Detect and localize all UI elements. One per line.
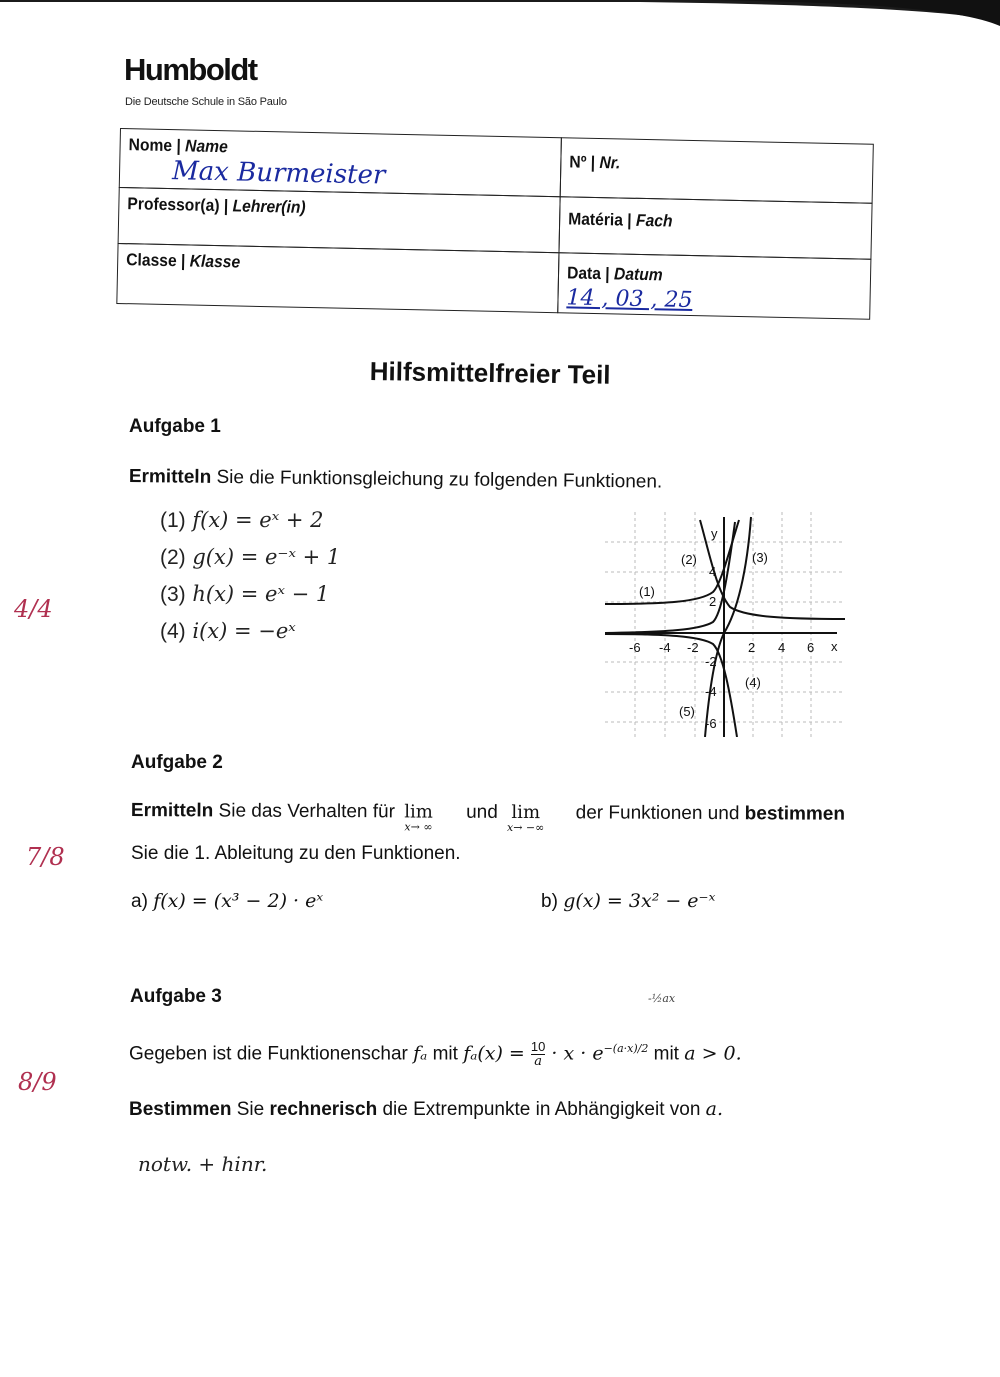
lim-minus-infinity: lim x→ −∞ [506, 801, 545, 835]
name-label: Nome | Name [128, 135, 228, 157]
curve-1 [605, 520, 739, 604]
aufgabe2-heading: Aufgabe 2 [131, 752, 223, 773]
y-tick-neg2: -2 [705, 654, 717, 669]
aufgabe2-score: 7/8 [26, 843, 65, 871]
name-value: Max Burmeister [171, 156, 386, 191]
aufgabe2-line2: Sie die 1. Ableitung zu den Funktionen. [131, 843, 461, 864]
aufgabe3-heading: Aufgabe 3 [130, 986, 222, 1007]
aufgabe1-graph [605, 512, 845, 737]
teacher-cell [118, 187, 561, 253]
answer-4: (4) i(x) = −eˣ [160, 619, 296, 643]
date-value: 14 , 03 , 25 [566, 285, 693, 314]
aufgabe1-heading: Aufgabe 1 [129, 416, 221, 437]
curve-label-2: (2) [681, 552, 697, 567]
x-tick-6: 6 [807, 640, 815, 655]
nr-label: Nº | Nr. [569, 152, 621, 173]
aufgabe3-margin-note: -½ax [648, 992, 676, 1005]
page-title: Hilfsmittelfreier Teil [369, 356, 611, 390]
class-cell [116, 243, 559, 313]
curve-5 [705, 517, 751, 737]
curve-label-1: (1) [639, 584, 655, 599]
x-axis-label: x [831, 639, 838, 654]
answer-1: (1) f(x) = eˣ + 2 [160, 508, 324, 532]
school-logo: Humboldt [124, 52, 257, 87]
subject-label: Matéria | Fach [567, 209, 673, 231]
y-axis-label: y [711, 526, 718, 541]
aufgabe2-part-a: a) f(x) = (x³ − 2) · eˣ [131, 890, 324, 912]
x-tick-2: 2 [748, 640, 756, 655]
y-tick-neg4: -4 [705, 684, 717, 699]
header-form [116, 128, 874, 340]
subject-cell [558, 196, 872, 260]
aufgabe3-handwritten-note: notw. + hinr. [138, 1152, 268, 1176]
teacher-label: Professor(a) | Lehrer(in) [127, 194, 306, 217]
aufgabe1-instruction: Ermitteln Sie die Funktionsgleichung zu folgenden Funktionen. [128, 466, 663, 493]
answer-3: (3) h(x) = eˣ − 1 [160, 582, 330, 606]
x-tick-neg6: -6 [629, 640, 641, 655]
date-label: Data | Datum [566, 263, 663, 285]
class-label: Classe | Klasse [126, 250, 241, 272]
curve-label-5: (5) [679, 704, 695, 719]
fraction-10-over-a: $\frac{10}{a}$ [530, 1039, 546, 1069]
y-tick-4: 4 [709, 564, 717, 579]
lim-plus-infinity: lim x→ ∞ [404, 801, 433, 834]
aufgabe3-line2: Bestimmen Sie rechnerisch die Extrempunkte in Abhängigkeit von a. [129, 1098, 724, 1120]
x-tick-4: 4 [778, 640, 786, 655]
school-subtitle: Die Deutsche Schule in São Paulo [125, 96, 287, 108]
aufgabe2-part-b: b) g(x) = 3x² − e⁻ˣ [541, 890, 716, 912]
x-tick-neg4: -4 [659, 640, 671, 655]
answer-2: (2) g(x) = e⁻ˣ + 1 [160, 545, 341, 569]
nr-cell [560, 137, 874, 204]
aufgabe3-score: 8/9 [18, 1068, 57, 1096]
aufgabe2-line1: Ermitteln Sie das Verhalten für lim x→ ∞ und lim x→ −∞ der Funktionen und bestimmen [130, 800, 846, 835]
curve-label-3: (3) [752, 550, 768, 565]
aufgabe1-score: 4/4 [14, 595, 53, 623]
curve-label-4: (4) [745, 675, 761, 690]
x-tick-neg2: -2 [687, 640, 699, 655]
y-tick-neg6: -6 [705, 716, 717, 731]
graph-labels [629, 526, 838, 731]
scan-edge-shadow [0, 0, 1000, 30]
y-tick-2: 2 [709, 594, 717, 609]
name-cell [119, 128, 562, 197]
date-cell [557, 252, 871, 320]
aufgabe3-line1: Gegeben ist die Funktionenschar fₐ mit fₐ(x) = $\frac{10}{a}$ · $x \cdot e^{-(a\cdot x)/2}$ mit a > 0. [129, 1039, 742, 1069]
